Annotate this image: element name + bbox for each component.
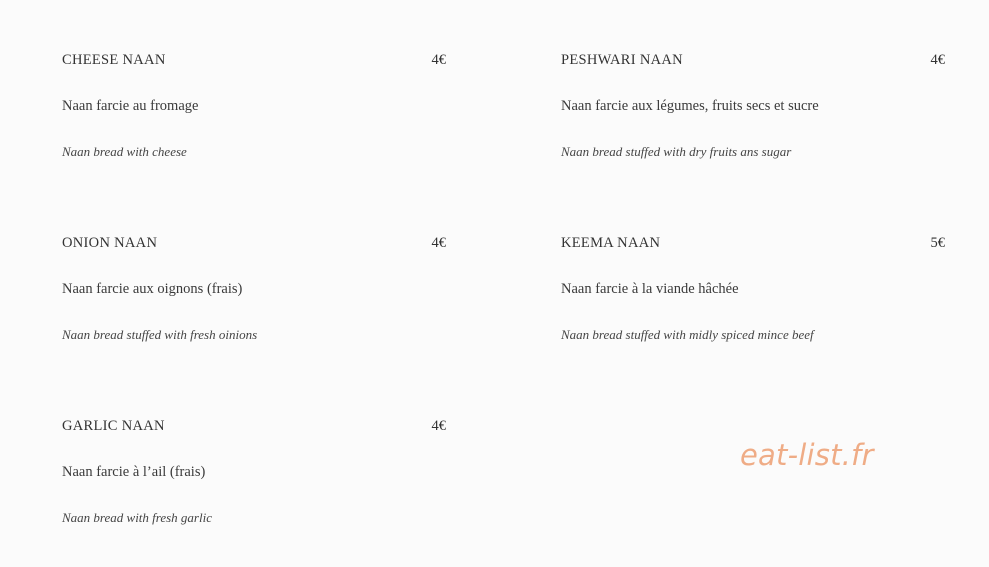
item-description-fr: Naan farcie à la viande hâchée xyxy=(561,281,739,297)
item-description-en: Naan bread stuffed with dry fruits ans sugar xyxy=(561,144,792,159)
item-name: CHEESE NAAN xyxy=(62,52,166,68)
item-name: KEEMA NAAN xyxy=(561,235,661,251)
item-price: 5€ xyxy=(930,235,945,251)
item-description-fr: Naan farcie à l’ail (frais) xyxy=(62,464,206,480)
item-price: 4€ xyxy=(431,52,446,68)
item-price: 4€ xyxy=(431,235,446,251)
item-description-en: Naan bread with cheese xyxy=(62,144,187,159)
item-price: 4€ xyxy=(930,52,945,68)
item-name: ONION NAAN xyxy=(62,235,158,251)
item-description-en: Naan bread with fresh garlic xyxy=(62,510,212,525)
item-name: PESHWARI NAAN xyxy=(561,52,683,68)
item-description-fr: Naan farcie aux oignons (frais) xyxy=(62,281,243,297)
item-name: GARLIC NAAN xyxy=(62,418,165,434)
item-description-fr: Naan farcie au fromage xyxy=(62,98,199,114)
item-description-en: Naan bread stuffed with fresh oinions xyxy=(62,327,258,342)
item-description-en: Naan bread stuffed with midly spiced mince beef xyxy=(561,327,814,342)
watermark: eat-list.fr xyxy=(740,438,874,472)
item-price: 4€ xyxy=(431,418,446,434)
item-description-fr: Naan farcie aux légumes, fruits secs et sucre xyxy=(561,98,819,114)
